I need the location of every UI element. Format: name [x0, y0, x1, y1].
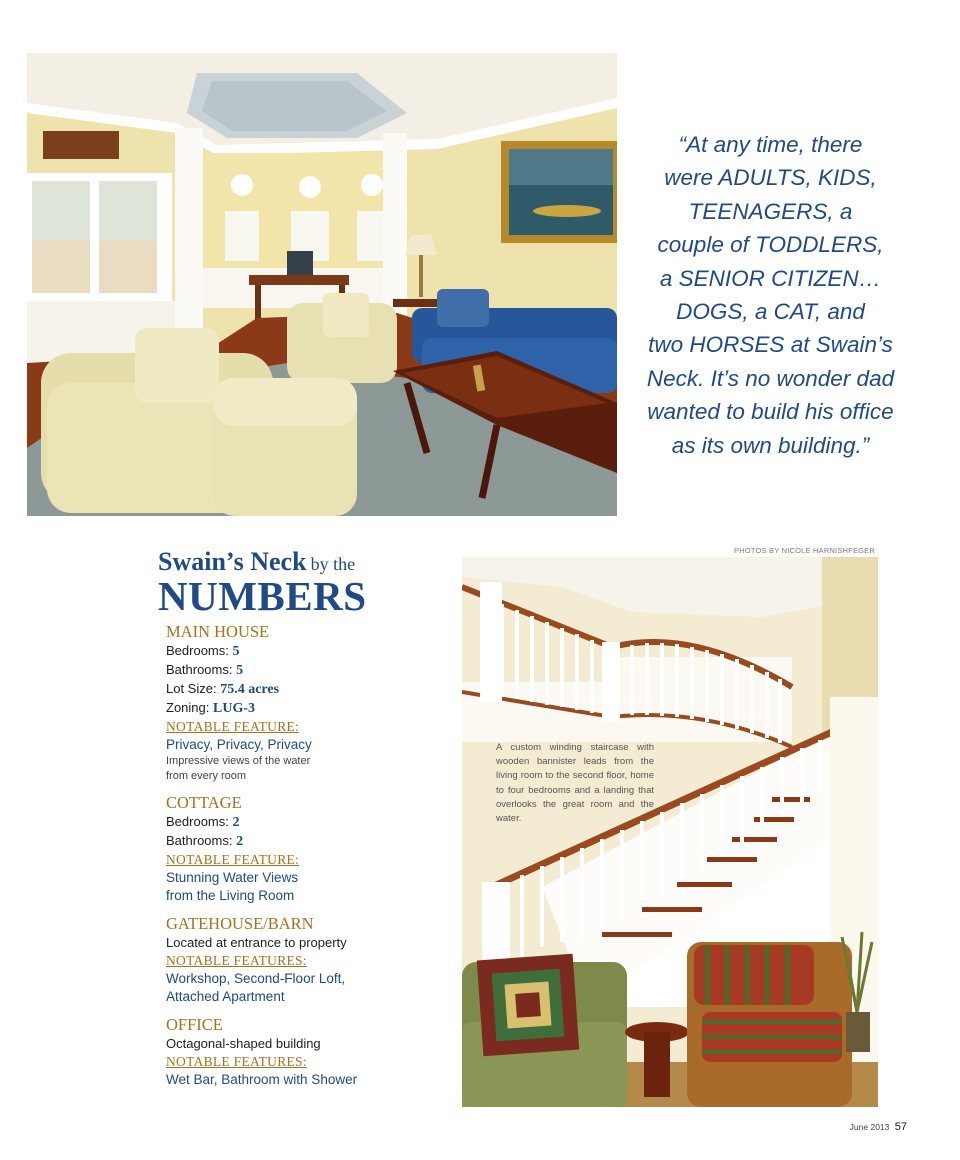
- photo-caption: A custom winding staircase with wooden bannister leads from the living room to the second floor, home to four bedrooms and a landing that overlooks the great room and the water.: [496, 742, 654, 825]
- notable-feature-label: NOTABLE FEATURES:: [166, 1054, 307, 1069]
- notable-feature: Privacy, Privacy, Privacy: [166, 737, 312, 752]
- notable-feature-label: NOTABLE FEATURES:: [166, 953, 307, 968]
- notable-feature: Wet Bar, Bathroom with Shower: [166, 1072, 358, 1087]
- stat-value: 2: [236, 834, 244, 849]
- quote-line: “At any time, there: [678, 132, 863, 157]
- section-heading-cottage: COTTAGE: [166, 793, 242, 812]
- page-footer: [850, 1121, 907, 1133]
- stat-value: 75.4 acres: [220, 682, 280, 697]
- stat-row: Zoning: LUG-3: [166, 700, 255, 716]
- stat-row: Bedrooms: 5: [166, 643, 240, 659]
- quote-line: wanted to build his office: [647, 399, 894, 425]
- notable-feature-label: NOTABLE FEATURE:: [166, 852, 300, 867]
- issue-date: June 2013: [849, 1122, 890, 1132]
- section-description: Located at entrance to property: [166, 935, 347, 950]
- stat-value: 5: [232, 644, 240, 659]
- stat-row: Bathrooms: 5: [166, 662, 244, 678]
- quote-line: as its own building.”: [671, 432, 870, 458]
- quote-line: DOGS, a CAT, and: [676, 299, 865, 325]
- section-heading-gatehouse: GATEHOUSE/BARN: [166, 914, 314, 933]
- notable-feature: Attached Apartment: [166, 989, 285, 1004]
- notable-feature: from the Living Room: [166, 888, 295, 903]
- quote-line: couple of TODDLERS,: [657, 232, 884, 258]
- stat-row: Lot Size: 75.4 acres: [166, 681, 280, 697]
- notable-feature: Stunning Water Views: [166, 870, 299, 885]
- quote-line: two HORSES at Swain’s: [648, 332, 893, 358]
- photo-credit: PHOTOS BY NICOLE HARNISHFEGER: [734, 546, 875, 555]
- sidebar-title-main: Swain’s Neck: [158, 547, 307, 576]
- pull-quote: [628, 128, 913, 462]
- staircase-photo: [462, 557, 878, 1107]
- sidebar-title-small: by the: [310, 554, 356, 574]
- stat-row: Bedrooms: 2: [166, 814, 240, 830]
- section-heading-office: OFFICE: [166, 1015, 223, 1034]
- page-number: 57: [894, 1121, 907, 1133]
- section-description: Octagonal-shaped building: [166, 1036, 321, 1051]
- stat-value: 2: [232, 815, 240, 830]
- stat-value: LUG-3: [213, 701, 255, 716]
- quote-line: a SENIOR CITIZEN…: [659, 265, 882, 291]
- sidebar-title-numbers: NUMBERS: [158, 573, 367, 619]
- stat-value: 5: [236, 663, 244, 678]
- notable-feature-label: NOTABLE FEATURE:: [166, 719, 300, 734]
- feature-note: from every room: [166, 770, 247, 782]
- quote-line: TEENAGERS, a: [688, 198, 853, 224]
- living-room-photo: [27, 53, 617, 516]
- notable-feature: Workshop, Second-Floor Loft,: [166, 971, 346, 986]
- stat-row: Bathrooms: 2: [166, 833, 244, 849]
- stats-list: [166, 622, 426, 1089]
- quote-line: Neck. It’s no wonder dad: [646, 365, 895, 391]
- quote-line: were ADULTS, KIDS,: [664, 165, 877, 191]
- section-heading-main-house: MAIN HOUSE: [166, 622, 270, 641]
- feature-note: Impressive views of the water: [166, 755, 311, 767]
